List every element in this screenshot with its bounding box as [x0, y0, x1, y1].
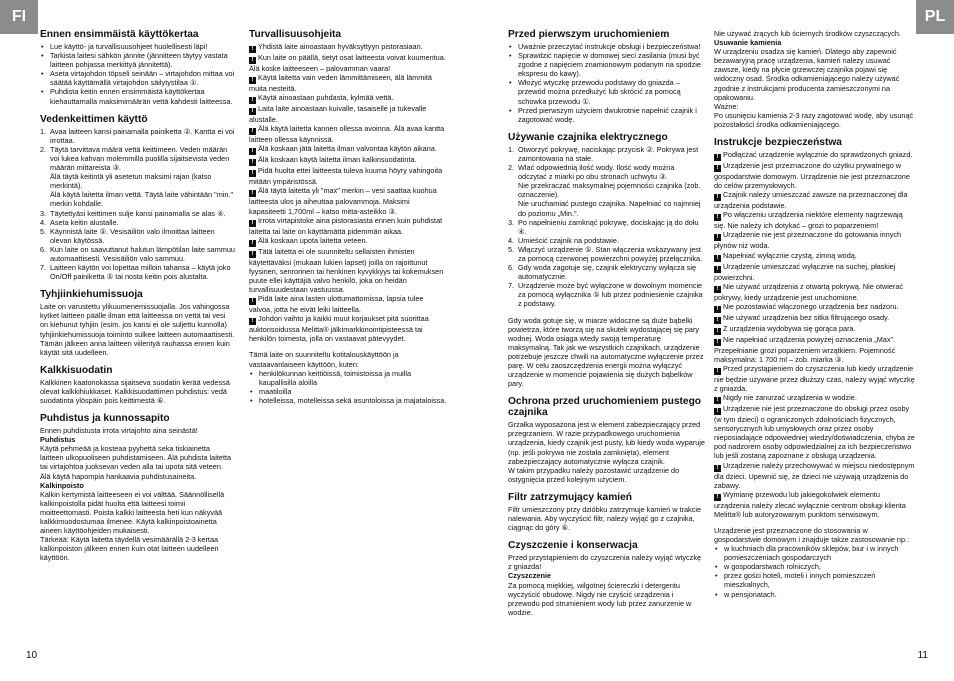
warning-text: Urządzenie jest przeznaczone do użytku prywatnego w gospodarstwie domowym. Urządzenie nie jest przeznaczone do celów przemysłowych. — [714, 161, 910, 191]
column-pl-right — [714, 29, 916, 599]
warning-icon: ! — [249, 148, 256, 155]
step-text: Aseta keitin alustalle. — [50, 217, 119, 227]
warning-item — [714, 302, 916, 313]
list-item — [508, 163, 705, 181]
list-item: • henkilökunnan keittiöissä, toimistoissa ja muilla kaupallisilla aloilla — [249, 369, 448, 387]
warning-item — [249, 73, 448, 93]
step-text: Włączyć urządzenie ⑤. Stan włączenia wskazywany jest za pomocą czerwonej powierzchni powyżej przełącznika. — [518, 244, 703, 263]
step-text: Po napełnieniu zamknąć pokrywę, dociskając ją do dołu ④. — [518, 217, 699, 236]
warning-icon: ! — [249, 108, 256, 115]
warning-text: Älä käytä laitetta kannen ollessa avoinna. Älä avaa kantta laitteen ollessa käynnissä. — [249, 124, 445, 145]
column-fi-left — [40, 29, 235, 563]
warning-text: Po włączeniu urządzenia niektóre elementy nagrzewają się. Nie należy ich dotykać – grozi to poparzeniem! — [714, 210, 903, 231]
warning-text: Urządzenie należy przechowywać w miejscu niedostępnym dla dzieci. Upewnić się, że dzieci nie używają urządzenia do zabawy. — [714, 460, 915, 490]
list-item — [508, 236, 705, 245]
warning-text: Nie używać urządzenia bez sitka filtrującego osady. — [723, 312, 890, 322]
list-item: • Puhdista keitin ennen ensimmäistä käyttökertaa kiehauttamalla maksimimäärän vettä kahdesti laitteessa. — [40, 87, 235, 105]
step-text: Urządzenie może być wyłączone w dowolnym momencie za pomocą wyłącznika ⑤ lub przez podniesienie czajnika z podstawy. — [518, 281, 703, 309]
warning-item — [249, 155, 448, 166]
warning-list — [714, 150, 916, 519]
paragraph: Tärkeää: Käytä laitetta täydellä vesimäärällä 2-3 kertaa kalkinpoiston jälkeen ennen kuin otat laitteen uudelleen käyttöön. — [40, 535, 219, 563]
step-number: 7. — [40, 263, 47, 273]
list-item: • Aseta virtajohdon töpseli seinään – virtajohdon mittaa voi säätää käyttämällä virtajohdon säilytystilaa ①. — [40, 69, 235, 87]
bullet-list — [40, 42, 235, 106]
section-heading: Filtr zatrzymujący kamień — [508, 491, 632, 503]
step-number: 4. — [508, 235, 515, 245]
warning-icon: ! — [249, 298, 256, 305]
warning-item — [714, 324, 916, 335]
list-item: • Lue käyttö- ja turvallisuusohjeet huolellisesti läpi! — [40, 42, 235, 51]
warning-text: Urządzenie umieszczać wyłącznie na suchej, płaskiej powierzchni. — [714, 261, 896, 282]
paragraph: Urządzenie jest przeznaczone do stosowania w gospodarstwie domowym i znajduje także zastosowanie np.: — [714, 525, 910, 544]
warning-item — [714, 210, 916, 230]
step-text: Gdy woda zagotuje się, czajnik elektryczny wyłącza się automatycznie. — [518, 263, 697, 282]
warning-icon: ! — [249, 318, 256, 325]
warning-icon: ! — [714, 408, 721, 415]
warning-icon: ! — [249, 220, 256, 227]
section-heading: Czyszczenie i konserwacja — [508, 540, 638, 552]
warning-text: Älä koskaan upota laitetta veteen. — [258, 235, 368, 245]
warning-icon: ! — [714, 328, 721, 335]
warning-icon: ! — [714, 165, 721, 172]
warning-text: Irrota virtapistoke aina pistorasiasta ennen kuin puhdistat laitetta tai laite on käyttämättä pidemmän aikaa. — [249, 215, 443, 236]
paragraph: Ennen puhdistusta irrota virtajohto aina seinästä! — [40, 426, 198, 436]
warning-text: Pidä huolta ettei laitteesta tuleva kuuma höyry vahingoita mitään ympäristössä. — [249, 166, 443, 187]
warning-icon: ! — [714, 368, 721, 375]
step-text: Avaa laitteen kansi painamalla painiketta ②. Kantta ei voi irrottaa. — [50, 126, 235, 145]
step-text: Nie przekraczać maksymalnej pojemności czajnika (zob. oznaczenie). — [518, 181, 701, 200]
list-item: • Uważnie przeczytać instrukcje obsługi i bezpieczeństwa! — [508, 42, 705, 51]
warning-icon: ! — [714, 266, 721, 273]
list-item — [508, 281, 705, 308]
warning-icon: ! — [714, 397, 721, 404]
paragraph: Kalkkinen kaatonokassa sijaitseva suodatin kerää vedessä olevat kalkkihiukkaset. Kalkkisuodattimen puhdistus: vedä suodatinta ylöspäin pois keittimestä ⑥. — [40, 377, 230, 405]
warning-icon: ! — [714, 317, 721, 324]
warning-icon: ! — [249, 170, 256, 177]
step-text: Wlać odpowiednią ilość wody. Ilość wody można odczytać z miarki po obu stronach uchwytu ③. — [518, 163, 675, 182]
warning-text: Podłączać urządzenie wyłącznie do sprawdzonych gniazd. — [723, 150, 913, 160]
section-heading: Vedenkeittimen käyttö — [40, 113, 148, 125]
warning-text: Z urządzenia wydobywa się gorąca para. — [723, 323, 856, 333]
paragraph: Filtr umieszczony przy dzióbku zatrzymuje kamień w trakcie nalewania. Aby wyczyścić filtr, należy wyjąć go z czajnika, ciągnąc do góry ⑥. — [508, 504, 702, 533]
warning-text: Wymianę przewodu lub jakiegokolwiek elementu urządzenia należy zlecać wyłącznie centrom obsługi klienta Melitta® lub autoryzowanym punktom serwisowym. — [714, 489, 906, 519]
step-number: 6. — [40, 244, 47, 254]
warning-text: Yhdistä laite ainoastaan hyväksyttyyn pistorasiaan. — [258, 42, 423, 51]
list-item — [508, 199, 705, 217]
warning-text: Nie używać urządzenia z otwartą pokrywą. Nie otwierać pokrywy, kiedy urządzenie jest uruchomione. — [714, 281, 904, 302]
step-number: 1. — [40, 126, 47, 136]
warning-text: Urządzenie nie jest przeznaczone do obsługi przez osoby (w tym dzieci) o ograniczonych zdolnościach fizycznych, sensorycznych lub umysłowych oraz przez osoby nieposiadające odpowiedniej wiedzy/doświadczenia, chyba że pod nadzorem osoby odpowiedzialnej za ich bezpieczeństwo lub jeśli zostaną zapoznane z obsługą urządzenia. — [714, 404, 915, 461]
step-text: Otworzyć pokrywę, naciskając przycisk ②. Pokrywa jest zamontowana na stałe. — [518, 144, 699, 163]
warning-text: Älä koskaan jätä laitetta ilman valvontaa käytön aikana. — [258, 144, 437, 154]
step-number: 2. — [508, 163, 515, 173]
warning-item — [714, 251, 916, 262]
warning-text: Napełniać wyłącznie czystą, zimną wodą. — [723, 250, 857, 260]
warning-item — [249, 53, 448, 73]
warning-item — [714, 161, 916, 190]
warning-icon: ! — [249, 46, 256, 53]
warning-icon: ! — [249, 57, 256, 64]
section-heading: Ochrona przed uruchomieniem pustego czajnika — [508, 396, 702, 419]
paragraph: W takim przypadku należy pozostawić urządzenie do ostygnięcia przed kolejnym użyciem. — [508, 465, 680, 484]
warning-icon: ! — [714, 234, 721, 241]
bullet-list — [508, 42, 705, 124]
warning-item — [714, 461, 916, 490]
numbered-list — [508, 145, 705, 309]
warning-item — [714, 335, 916, 364]
warning-icon: ! — [249, 251, 256, 258]
warning-item — [249, 186, 448, 215]
warning-item — [249, 124, 448, 144]
warning-text: Älä koskaan käytä laitetta ilman kalkinsuodatinta. — [258, 155, 417, 165]
list-item: • w kuchniach dla pracowników sklepów, biur i w innych pomieszczeniach gospodarczych — [714, 544, 916, 562]
warning-icon: ! — [714, 286, 721, 293]
warning-text: Czajnik należy umieszczać zawsze na przeznaczonej dla urządzenia podstawie. — [714, 190, 908, 211]
step-text: Täytä tarvittava määrä vettä keittimeen. Veden määrän voi lukea kahvan molemmilla puolilla sijaitsevista veden määrän mittareista ③. — [50, 144, 230, 173]
step-text: Umieścić czajnik na podstawie. — [518, 235, 619, 245]
warning-text: Pidä laite aina lasten ulottumattomissa, lapsia tulee valvoa, jotta he eivät leiki laitteella. — [249, 294, 424, 315]
language-tab-pl-label: PL — [924, 8, 946, 25]
language-tab-pl — [916, 0, 954, 34]
warning-icon: ! — [714, 194, 721, 201]
step-text: Kun laite on saavuttanut halutun lämpötilan laite sammuu automaattisesti. Vesisäiliön valo sammuu. — [50, 244, 235, 263]
step-number: 3. — [508, 217, 515, 227]
step-number: 1. — [508, 144, 515, 154]
subheading: Kalkinpoisto — [40, 480, 84, 490]
list-item: • hotelleissa, motelleissa sekä asuntoloissa ja majataloissa. — [249, 396, 448, 405]
paragraph: Gdy woda gotuje się, w miarze widoczne są duże bąbelki powietrza, które tworzą się na skutek wydostającej się pary wodnej. Woda osiąga wtedy swoją temperaturę maksymalną. Tak jak we wszystkich czajnikach, urządzenie potrzebuje jeszcze chwili na automatyczne wyłączenie przez parę. W celu zaoszczędzenia energii można wyłączyć urządzenie w momencie pojawienia się dużych bąbelków pary. — [508, 315, 704, 389]
warning-icon: ! — [714, 154, 721, 161]
warning-item — [714, 262, 916, 282]
warning-text: Nie pozostawiać włączonego urządzenia bez nadzoru. — [723, 301, 899, 311]
bullet-list — [249, 369, 448, 405]
step-number: 5. — [40, 226, 47, 236]
list-item: • Włożyć wtyczkę przewodu podstawy do gniazda – przewód można przedłużyć lub skrócić za pomocą schowka przewodu ①. — [508, 78, 705, 105]
step-text: Nie uruchamiać pustego czajnika. Napełniać co najmniej do poziomu „Min.". — [518, 199, 701, 218]
warning-text: Käytä laitetta vain veden lämmittämiseen, älä lämmitä muita nesteitä. — [249, 73, 432, 94]
warning-text: Nie napełniać urządzenia powyżej oznaczenia „Max". Przepełnianie grozi poparzeniem wrzątkiem. Pojemność maksymalna: 1 700 ml – zob. miarka ③. — [714, 334, 896, 364]
subheading: Czyszczenie — [508, 571, 551, 581]
paragraph: Tämä laite on suunniteltu kotitalouskäyttöön ja vastaavanlaiseen käyttöön, kuten: — [249, 350, 399, 369]
step-number: 3. — [40, 208, 47, 218]
list-item — [40, 172, 235, 190]
spacer — [508, 309, 705, 316]
column-fi-right — [249, 29, 448, 405]
warning-icon: ! — [714, 465, 721, 472]
warning-item — [714, 404, 916, 460]
step-text: Laitteen käytön voi lopettaa milloin tahansa – käytä joko On/Off painiketta ⑤ tai nosta keitin pois alustalta. — [50, 263, 231, 282]
warning-item — [714, 393, 916, 404]
warning-icon: ! — [714, 306, 721, 313]
warning-text: Käytä ainoastaan puhdasta, kylmää vettä. — [258, 93, 394, 103]
list-item — [508, 218, 705, 236]
warning-item — [714, 230, 916, 250]
step-text: Täytettyäsi keittimen sulje kansi painamalla se alas ④. — [50, 208, 226, 218]
warning-item — [249, 93, 448, 104]
warning-item — [249, 236, 448, 247]
paragraph: Przed przystąpieniem do czyszczenia należy wyjąć wtyczkę z gniazda! — [508, 553, 702, 572]
paragraph: W urządzeniu osadza się kamień. Dlatego aby zapewnić bezawaryjną pracę urządzenia, kamień należy usuwać zawsze, kiedy na płycie grzewczej czajnika pojawi się widoczny osad. Środka odkamieniającego należy używać zgodnie z instrukcjami producenta zamieszczonymi na opakowaniu. — [714, 47, 900, 102]
step-text: Älä täytä keitintä yli asetetun maksimi rajan (katso merkintä). — [50, 172, 212, 191]
section-heading: Tyhjiinkiehumissuoja — [40, 289, 143, 301]
paragraph: Po usunięciu kamienia 2-3 razy zagotować wodę, aby usunąć pozostałości środka odkamieniającego. — [714, 110, 914, 129]
section-heading: Używanie czajnika elektrycznego — [508, 131, 668, 143]
warning-text: Nigdy nie zanurzać urządzenia w wodzie. — [723, 393, 857, 403]
list-item — [40, 263, 235, 281]
list-item — [40, 227, 235, 245]
paragraph: Za pomocą miękkiej, wilgotnej ściereczki i detergentu wyczyścić obudowę. Nigdy nie czyścić urządzenia i przewodu pod strumieniem wody lub przez zanurzenie w wodzie. — [508, 580, 692, 617]
warning-icon: ! — [249, 190, 256, 197]
warning-icon: ! — [249, 97, 256, 104]
page-number-right: 11 — [917, 650, 928, 661]
section-heading: Ennen ensimmäistä käyttökertaa — [40, 29, 199, 40]
bullet-list — [714, 544, 916, 599]
paragraph: Ważne: — [714, 101, 739, 111]
warning-item — [714, 150, 916, 161]
spacer — [249, 343, 448, 350]
list-item: • maatiloilla — [249, 387, 448, 396]
language-tab-fi-label: FI — [11, 8, 27, 25]
warning-text: Tätä laitetta ei ole suunniteltu sellaisten ihmisten käytettäväksi (mukaan lukien lapset) joilla on rajoittunut fyysinen, senrorinen tai henkinen kyvykkyys tai kokemuksen puute ellei käyttäjiä valvo henkilö, joka on heidän turvallisuudestaan vastuussa. — [249, 246, 444, 295]
step-number: 4. — [40, 217, 47, 227]
warning-item — [714, 313, 916, 324]
spacer — [714, 519, 916, 526]
step-text: Käynnistä laite ⑤. Vesisäiliön valo ilmoittaa laitteen olevan käytössä. — [50, 226, 215, 245]
list-item — [508, 245, 705, 263]
list-item: • w pensjonatach. — [714, 590, 916, 599]
warning-text: Laita laite ainoastaan kuivalle, tasaiselle ja tukevalle alustalle. — [249, 104, 427, 125]
section-heading: Przed pierwszym uruchomieniem — [508, 29, 670, 40]
paragraph: Tämän jälkeen anna laitteen viilentyä rauhassa ennen kuin käytät sitä uudelleen. — [40, 338, 230, 357]
list-item: • Tarkista laitesi sähkön jännite (jännitteen täytyy vastata laitteen pohjassa merkittyä jännitettä). — [40, 51, 235, 69]
list-item — [40, 145, 235, 172]
warning-item — [249, 247, 448, 294]
list-item — [40, 209, 235, 218]
paragraph: Kalkin kertymistä laitteeseen ei voi välttää. Säännöllisellä kalkinpoistolla pidät huolta että laitteesi toimii moitteettomasti. Poista kalkki laitteesta heti kun näkyvää kalkkimuodostumaa ilmenee. Käytä kalkinpoistoainetta aineen käyttöohjeiden mukaisesti. — [40, 489, 225, 536]
subheading: Puhdistus — [40, 435, 76, 445]
list-item — [40, 245, 235, 263]
paragraph: Nie używać żrących lub ściernych środków czyszczących. — [714, 29, 901, 38]
warning-icon: ! — [249, 77, 256, 84]
warning-item — [249, 294, 448, 314]
section-heading: Puhdistus ja kunnossapito — [40, 413, 170, 425]
warning-icon: ! — [714, 494, 721, 501]
warning-text: Älä täytä laitetta yli "max" merkin – vesi saattaa kuohua laitteesta ulos ja aiheuttaa palovammoja. Maksimi kapasiteetti 1,700ml – katso mitta-asteikko ③. — [249, 186, 437, 216]
numbered-list — [40, 127, 235, 282]
warning-item — [714, 190, 916, 210]
list-item — [40, 190, 235, 208]
paragraph: Käytä pehmeää ja kosteaa pyyhettä seka tiskiainetta laitteen ulkopuoliseen puhdistamiseen. Älä puhdista laitetta tai virtajohtoa juoksevan veden alla tai upota sitä veteen. Älä käytä hapompia hankaavia puhdistusaineita. — [40, 444, 232, 481]
warning-icon: ! — [714, 214, 721, 221]
step-number: 5. — [508, 244, 515, 254]
list-item — [508, 181, 705, 199]
warning-item — [249, 42, 448, 53]
list-item: • w gospodarstwach rolniczych, — [714, 562, 916, 571]
warning-item — [249, 314, 448, 343]
step-text: Älä käytä laitetta ilman vettä. Täytä laite vähintään "min." merkin kohdalle. — [50, 190, 234, 209]
section-heading: Instrukcje bezpieczeństwa — [714, 137, 842, 149]
page-number-left: 10 — [26, 650, 38, 661]
warning-item — [249, 104, 448, 124]
list-item — [508, 263, 705, 281]
list-item — [508, 145, 705, 163]
step-number: 6. — [508, 263, 515, 273]
column-pl-left — [508, 29, 705, 617]
language-tab-fi — [0, 0, 38, 34]
warning-icon: ! — [714, 255, 721, 262]
warning-text: Urządzenie nie jest przeznaczone do gotowania innych płynów niż woda. — [714, 230, 902, 251]
section-heading: Kalkkisuodatin — [40, 364, 113, 376]
paragraph: Grzałka wyposażona jest w element zabezpieczający przed przegrzaniem. W razie przypadkowego uruchomienia urządzenia, kiedy czajnik jest pusty, lub kiedy woda wyparuje (np. jeśli pokrywa nie została zamknięta), element zabezpieczający automatycznie wyłącza czajnik. — [508, 420, 705, 466]
list-item: • Przed pierwszym użyciem dwukrotnie napełnić czajnik i zagotować wodę. — [508, 106, 705, 124]
warning-item — [714, 282, 916, 302]
step-number: 7. — [508, 281, 515, 291]
warning-icon: ! — [714, 339, 721, 346]
list-item: • przez gości hoteli, moteli i innych pomieszczeń mieszkalnych, — [714, 571, 916, 589]
paragraph: Laite on varustettu ylikuumenemissuojalla. Jos vahingossa kytket laitteen päälle ilman että laitteessa on vettä tai vesi on kiehunut tyhjiin (esim. jos kansi ei ole suljettu kunnolla) tyhjiinkiehumissuoja toiminto sulkee laitteen automaattisesti. — [40, 302, 235, 339]
section-heading: Turvallisuusohjeita — [249, 29, 342, 40]
warning-icon: ! — [249, 128, 256, 135]
warning-text: Przed przystąpieniem do czyszczenia lub kiedy urządzenie nie będzie używane przez dłuższy czas, należy wyjąć wtyczkę z gniazda. — [714, 363, 915, 393]
subheading: Usuwanie kamienia — [714, 38, 782, 48]
list-item — [40, 218, 235, 227]
warning-text: Johdon vaihto ja kaikki muut korjaukset pitä suorittaa auktorisoidussa Melitta® jälkimarkkinointipisteessä tai henkilön toimesta, jolla on vastaavat pätevyydet. — [249, 314, 429, 344]
warning-item — [249, 216, 448, 236]
warning-text: Kun laite on päällä, tietyt osat laitteesta voivat kuumentua. Älä koske laitteeseen – palovamman vaara! — [249, 53, 446, 73]
warning-item — [249, 166, 448, 186]
warning-item — [714, 490, 916, 519]
warning-icon: ! — [249, 159, 256, 166]
warning-list — [249, 42, 448, 343]
warning-item — [249, 144, 448, 155]
warning-item — [714, 364, 916, 393]
warning-icon: ! — [249, 240, 256, 247]
step-number: 2. — [40, 144, 47, 154]
list-item — [40, 127, 235, 145]
list-item: • Sprawdzić napięcie w domowej sieci zasilania (musi być zgodne z napięciem znamionowym podanym na spodzie ekspresu do kawy). — [508, 51, 705, 78]
